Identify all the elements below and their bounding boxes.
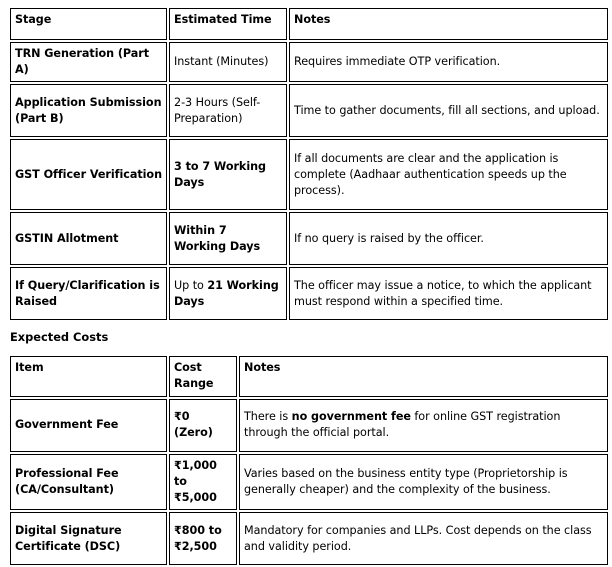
table-row bbox=[10, 84, 608, 137]
table-row bbox=[10, 139, 608, 210]
cell-cost-range: ₹1,000 to ₹5,000 bbox=[169, 454, 237, 511]
table-row bbox=[10, 212, 608, 265]
cell-stage: If Query/Clarification is Raised bbox=[10, 267, 167, 320]
cell-notes bbox=[239, 454, 608, 511]
column-header-item: Item bbox=[10, 356, 167, 396]
table-header-row bbox=[10, 8, 608, 40]
time-bold: 3 to 7 Working Days bbox=[174, 159, 266, 189]
cell-estimated-time bbox=[169, 139, 287, 210]
cell-notes bbox=[239, 512, 608, 565]
notes-pre: Mandatory for companies and LLPs. Cost depends on the class and validity period. bbox=[244, 523, 592, 553]
cell-stage: TRN Generation (Part A) bbox=[10, 42, 167, 82]
table-row bbox=[10, 512, 608, 565]
cell-stage: GSTIN Allotment bbox=[10, 212, 167, 265]
cell-estimated-time bbox=[169, 212, 287, 265]
registration-timeline-table bbox=[8, 6, 610, 322]
document-page bbox=[0, 6, 612, 566]
cell-estimated-time bbox=[169, 84, 287, 137]
notes-pre: Time to gather documents, fill all sections, and upload. bbox=[294, 103, 600, 117]
notes-pre: There is bbox=[244, 409, 292, 423]
time-plain: Up to bbox=[174, 278, 208, 292]
time-plain: Instant (Minutes) bbox=[174, 55, 269, 69]
notes-pre: Varies based on the business entity type (Proprietorship is generally cheaper) and the complexity of the business. bbox=[244, 466, 568, 496]
time-bold: 21 Working Days bbox=[174, 278, 279, 308]
cell-item: Digital Signature Certificate (DSC) bbox=[10, 512, 167, 565]
column-header-notes: Notes bbox=[239, 356, 608, 396]
table-row bbox=[10, 42, 608, 82]
cell-notes bbox=[289, 267, 608, 320]
section-heading-expected-costs: Expected Costs bbox=[10, 330, 109, 345]
notes-bold: no government fee bbox=[291, 409, 411, 423]
cell-estimated-time bbox=[169, 42, 287, 82]
cell-estimated-time bbox=[169, 267, 287, 320]
notes-post: for online GST registration through the official portal. bbox=[244, 409, 561, 440]
cell-stage: Application Submission (Part B) bbox=[10, 84, 167, 137]
table-row bbox=[10, 267, 608, 320]
time-plain: 2-3 Hours (Self-Preparation) bbox=[174, 95, 261, 125]
cell-item: Professional Fee (CA/Consultant) bbox=[10, 454, 167, 511]
cell-cost-range: ₹800 to ₹2,500 bbox=[169, 512, 237, 565]
cell-cost-range: ₹0 (Zero) bbox=[169, 399, 237, 452]
cell-stage: GST Officer Verification bbox=[10, 139, 167, 210]
table-row bbox=[10, 399, 608, 452]
cell-notes bbox=[289, 42, 608, 82]
cell-notes bbox=[239, 399, 608, 452]
cell-notes bbox=[289, 212, 608, 265]
notes-pre: If all documents are clear and the application is complete (Aadhaar authentication speeds up the process). bbox=[294, 151, 567, 198]
cell-notes bbox=[289, 84, 608, 137]
notes-pre: Requires immediate OTP verification. bbox=[294, 55, 501, 69]
column-header-notes: Notes bbox=[289, 8, 608, 40]
expected-costs-table bbox=[8, 354, 610, 567]
table-header-row bbox=[10, 356, 608, 396]
table-row bbox=[10, 454, 608, 511]
column-header-cost-range: Cost Range bbox=[169, 356, 237, 396]
column-header-stage: Stage bbox=[10, 8, 167, 40]
time-bold: Within 7 Working Days bbox=[174, 223, 261, 253]
column-header-estimated-time: Estimated Time bbox=[169, 8, 287, 40]
cell-item: Government Fee bbox=[10, 399, 167, 452]
notes-pre: The officer may issue a notice, to which the applicant must respond within a specified time. bbox=[294, 278, 592, 308]
cell-notes bbox=[289, 139, 608, 210]
notes-pre: If no query is raised by the officer. bbox=[294, 231, 484, 245]
